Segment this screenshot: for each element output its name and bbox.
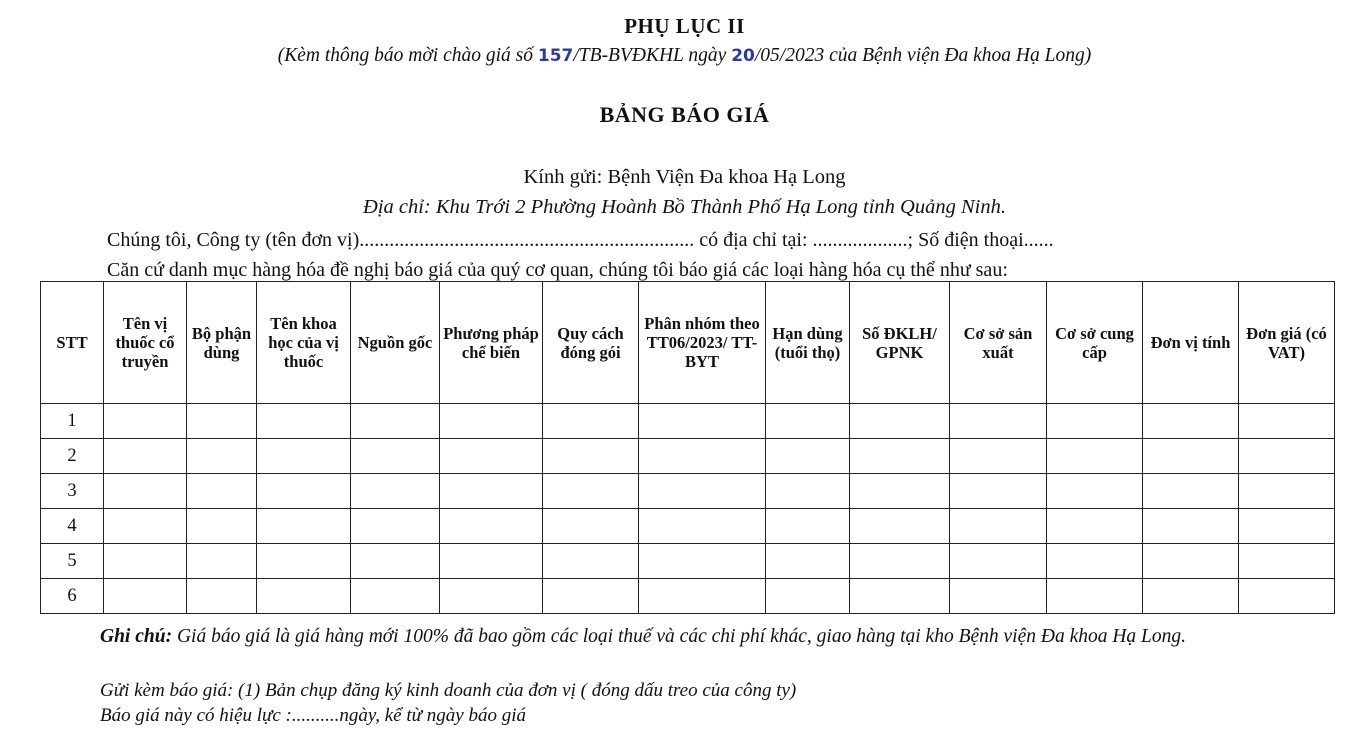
column-header: Cơ sở cung cấp (1047, 282, 1143, 404)
column-header: Tên khoa học của vị thuốc (257, 282, 351, 404)
document-title: BẢNG BÁO GIÁ (599, 102, 770, 127)
row-number: 3 (41, 474, 104, 509)
notice-reference (0, 45, 1369, 67)
row-number: 6 (41, 579, 104, 614)
row-number: 1 (41, 404, 104, 439)
table-row (41, 439, 1335, 474)
column-header: Đơn giá (có VAT) (1239, 282, 1335, 404)
column-header: Hạn dùng (tuổi thọ) (766, 282, 850, 404)
note-paragraph (48, 625, 1348, 649)
table-row (41, 404, 1335, 439)
column-header: Phương pháp chế biến (440, 282, 543, 404)
notice-reference-prefix: (Kèm thông báo mời chào giá số (277, 45, 538, 66)
column-header: Tên vị thuốc cổ truyền (104, 282, 187, 404)
validity-line: Báo giá này có hiệu lực :..........ngày, kể từ ngày báo giá (100, 705, 526, 726)
column-header: Phân nhóm theo TT06/2023/ TT-BYT (639, 282, 766, 404)
handwritten-notice-number: 157 (537, 46, 574, 66)
quotation-table (40, 281, 1335, 614)
column-header: Quy cách đóng gói (543, 282, 639, 404)
column-header: Nguồn gốc (351, 282, 440, 404)
column-header: Số ĐKLH/ GPNK (850, 282, 950, 404)
appendix-title: PHỤ LỤC II (624, 14, 745, 38)
notice-reference-middle: /TB-BVĐKHL ngày (573, 45, 732, 66)
company-info-line: Chúng tôi, Công ty (tên đơn vị)................................................................... có địa chỉ tại: ...................; Số điện thoại...... (107, 229, 1054, 251)
column-header: Bộ phận dùng (187, 282, 257, 404)
table-row (41, 579, 1335, 614)
recipient-line: Kính gửi: Bệnh Viện Đa khoa Hạ Long (523, 166, 846, 188)
row-number: 5 (41, 544, 104, 579)
note-label: Ghi chú: (100, 626, 173, 647)
column-header: Đơn vị tính (1143, 282, 1239, 404)
recipient-address: Địa chỉ: Khu Trới 2 Phường Hoành Bồ Thành Phố Hạ Long tỉnh Quảng Ninh. (363, 196, 1006, 218)
column-header: STT (41, 282, 104, 404)
row-number: 4 (41, 509, 104, 544)
table-row (41, 509, 1335, 544)
quotation-basis-line: Căn cứ danh mục hàng hóa đề nghị báo giá của quý cơ quan, chúng tôi báo giá các loại hàng hóa cụ thể như sau: (107, 259, 1008, 281)
table-row (41, 544, 1335, 579)
column-header: Cơ sở sản xuất (950, 282, 1047, 404)
table-header-row (41, 282, 1335, 404)
handwritten-notice-day: 20 (731, 46, 755, 66)
note-text: Giá báo giá là giá hàng mới 100% đã bao gồm các loại thuế và các chi phí khác, giao hàng tại kho Bệnh viện Đa khoa Hạ Long. (172, 626, 1187, 647)
row-number: 2 (41, 439, 104, 474)
table-row (41, 474, 1335, 509)
attachment-line: Gửi kèm báo giá: (1) Bản chụp đăng ký kinh doanh của đơn vị ( đóng dấu treo của công ty) (100, 680, 797, 701)
notice-reference-suffix: /05/2023 của Bệnh viện Đa khoa Hạ Long) (754, 45, 1092, 66)
